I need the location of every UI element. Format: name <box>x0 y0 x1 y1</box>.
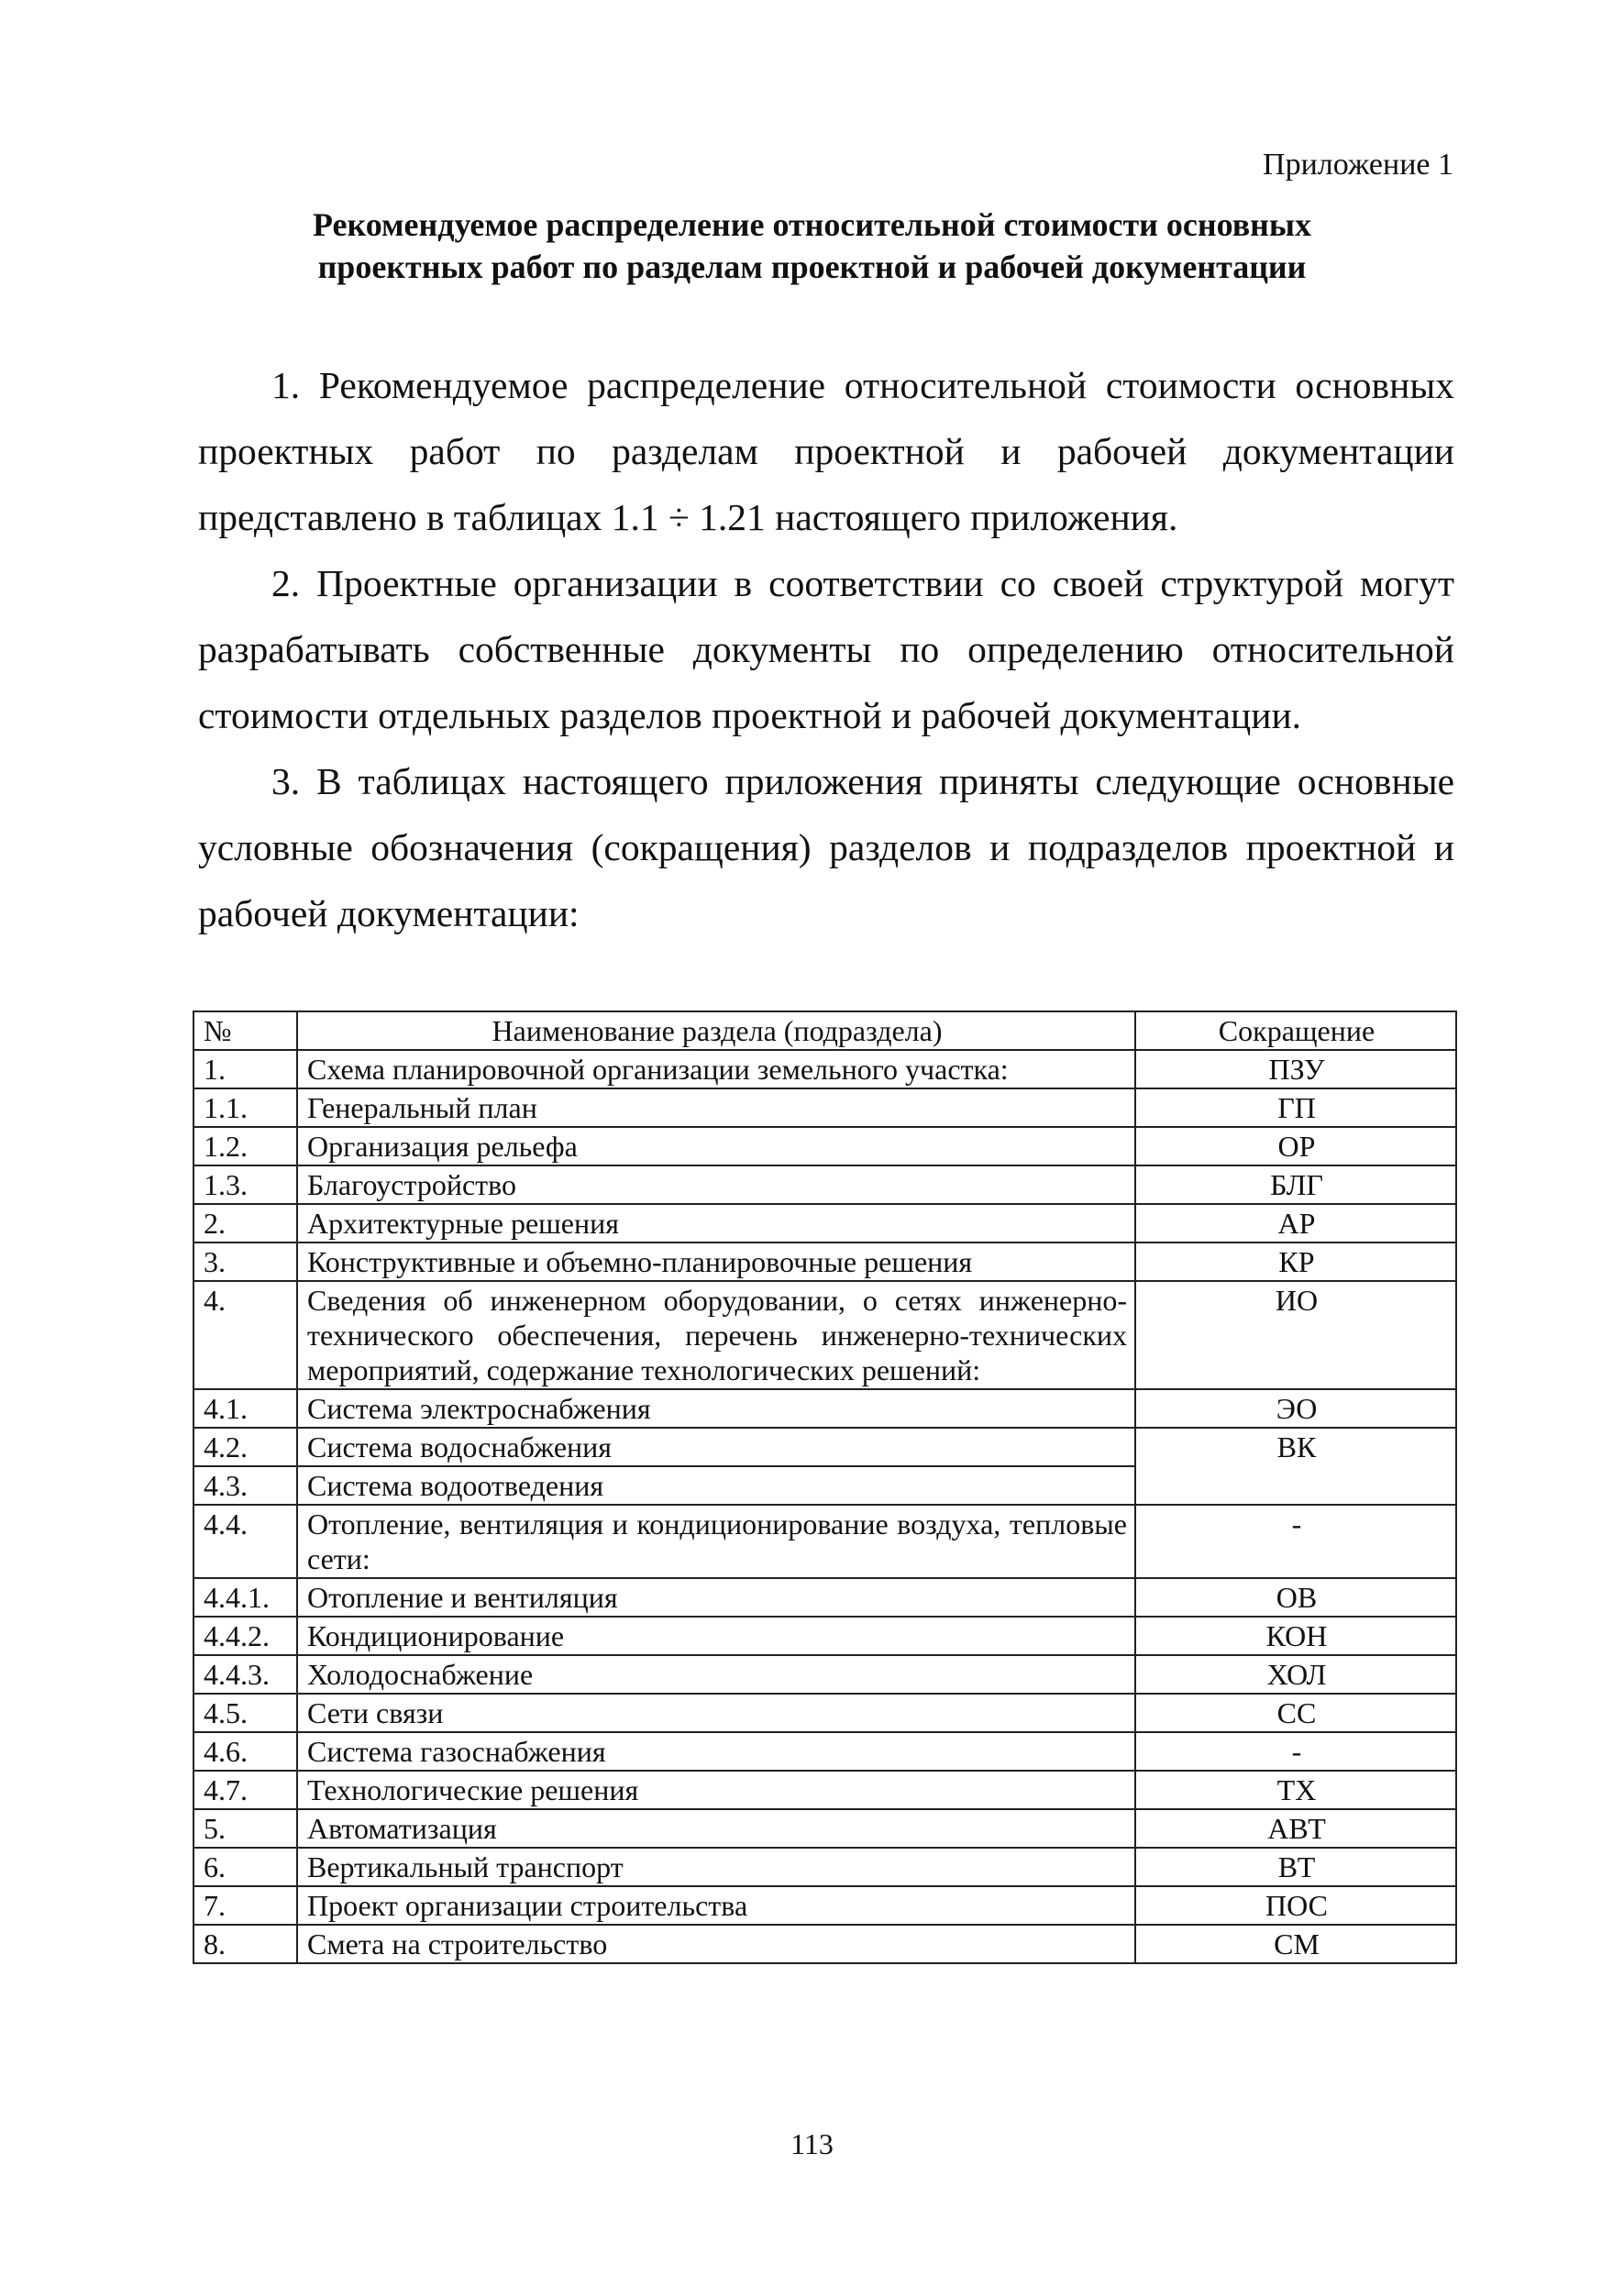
table-row <box>193 1204 1456 1242</box>
row-name: Архитектурные решения <box>297 1204 1135 1242</box>
row-num: 7. <box>193 1886 297 1925</box>
row-abbr: АВТ <box>1135 1809 1456 1848</box>
row-name: Технологические решения <box>297 1771 1135 1809</box>
table-row <box>193 1771 1456 1809</box>
row-num: 4.1. <box>193 1389 297 1428</box>
paragraph-1: 1. Рекомендуемое распределение относительной стоимости основных проектных работ по разделам проектной и рабочей документации представлено в таблицах 1.1 ÷ 1.21 настоящего приложения. <box>198 364 1454 538</box>
row-name: Система водоснабжения <box>297 1428 1135 1466</box>
row-abbr: ТХ <box>1135 1771 1456 1809</box>
table-row <box>193 1848 1456 1886</box>
paragraph-2: 2. Проектные организации в соответствии со своей структурой могут разрабатывать собственные документы по определению относительной стоимости отдельных разделов проектной и рабочей документации. <box>198 562 1454 736</box>
row-abbr: ОР <box>1135 1127 1456 1165</box>
row-name: Система электроснабжения <box>297 1389 1135 1428</box>
row-num: 2. <box>193 1204 297 1242</box>
table-row <box>193 1242 1456 1281</box>
row-name: Организация рельефа <box>297 1127 1135 1165</box>
row-name: Автоматизация <box>297 1809 1135 1848</box>
appendix-label: Приложение 1 <box>1263 148 1453 182</box>
row-name: Генеральный план <box>297 1088 1135 1127</box>
row-name: Отопление, вентиляция и кондиционирование воздуха, тепловые сети: <box>297 1505 1135 1578</box>
row-name: Сведения об инженерном оборудовании, о сетях инженерно-технического обеспечения, перечень инженерно-технических мероприятий, содержание технологических решений: <box>297 1281 1135 1389</box>
table-row <box>193 1088 1456 1127</box>
header-num: № <box>193 1011 297 1050</box>
row-num: 4.2. <box>193 1428 297 1466</box>
row-num: 4.4.3. <box>193 1655 297 1694</box>
paragraph-3: 3. В таблицах настоящего приложения приняты следующие основные условные обозначения (сокращения) разделов и подразделов проектной и рабочей документации: <box>198 760 1454 934</box>
row-num: 6. <box>193 1848 297 1886</box>
row-abbr: КР <box>1135 1242 1456 1281</box>
row-name: Схема планировочной организации земельного участка: <box>297 1050 1135 1088</box>
row-num: 4.5. <box>193 1694 297 1732</box>
table-row <box>193 1886 1456 1925</box>
document-title <box>183 204 1441 288</box>
row-name: Отопление и вентиляция <box>297 1578 1135 1617</box>
row-name: Конструктивные и объемно-планировочные решения <box>297 1242 1135 1281</box>
table-row <box>193 1809 1456 1848</box>
table-row <box>193 1617 1456 1655</box>
row-name: Проект организации строительства <box>297 1886 1135 1925</box>
table-header-row <box>193 1011 1456 1050</box>
page-number: 113 <box>790 2127 834 2160</box>
row-num: 4.3. <box>193 1466 297 1505</box>
row-abbr: ПЗУ <box>1135 1050 1456 1088</box>
header-abbr: Сокращение <box>1135 1011 1456 1050</box>
table-row <box>193 1655 1456 1694</box>
sections-table <box>193 1010 1457 1964</box>
table-row <box>193 1578 1456 1617</box>
header-name: Наименование раздела (подраздела) <box>297 1011 1135 1050</box>
row-name: Сети связи <box>297 1694 1135 1732</box>
row-abbr: ИО <box>1135 1281 1456 1389</box>
row-num: 1. <box>193 1050 297 1088</box>
row-abbr-merged: ВК <box>1135 1428 1456 1505</box>
row-name: Система газоснабжения <box>297 1732 1135 1771</box>
row-abbr: СМ <box>1135 1925 1456 1963</box>
body-text <box>198 352 1454 946</box>
table-row <box>193 1389 1456 1428</box>
row-abbr: СС <box>1135 1694 1456 1732</box>
table-row <box>193 1428 1456 1466</box>
row-num: 5. <box>193 1809 297 1848</box>
table-row <box>193 1165 1456 1204</box>
row-name: Система водоотведения <box>297 1466 1135 1505</box>
row-num: 4.4.1. <box>193 1578 297 1617</box>
row-num: 3. <box>193 1242 297 1281</box>
table-row <box>193 1732 1456 1771</box>
row-abbr: - <box>1135 1505 1456 1578</box>
table-row <box>193 1050 1456 1088</box>
table-row <box>193 1925 1456 1963</box>
table-row <box>193 1505 1456 1578</box>
row-abbr: ОВ <box>1135 1578 1456 1617</box>
row-num: 1.1. <box>193 1088 297 1127</box>
row-name: Холодоснабжение <box>297 1655 1135 1694</box>
row-abbr: ХОЛ <box>1135 1655 1456 1694</box>
row-abbr: БЛГ <box>1135 1165 1456 1204</box>
row-num: 1.3. <box>193 1165 297 1204</box>
table-row <box>193 1694 1456 1732</box>
row-num: 4.4. <box>193 1505 297 1578</box>
row-name: Вертикальный транспорт <box>297 1848 1135 1886</box>
row-abbr: ЭО <box>1135 1389 1456 1428</box>
row-num: 4.4.2. <box>193 1617 297 1655</box>
row-name: Кондиционирование <box>297 1617 1135 1655</box>
row-name: Смета на строительство <box>297 1925 1135 1963</box>
table-row <box>193 1127 1456 1165</box>
row-num: 1.2. <box>193 1127 297 1165</box>
title-line-2: проектных работ по разделам проектной и рабочей документации <box>317 248 1307 285</box>
row-num: 4.7. <box>193 1771 297 1809</box>
row-abbr: ВТ <box>1135 1848 1456 1886</box>
row-num: 4. <box>193 1281 297 1389</box>
row-abbr: КОН <box>1135 1617 1456 1655</box>
row-abbr: ПОС <box>1135 1886 1456 1925</box>
row-name: Благоустройство <box>297 1165 1135 1204</box>
table-row <box>193 1281 1456 1389</box>
row-num: 8. <box>193 1925 297 1963</box>
row-abbr: АР <box>1135 1204 1456 1242</box>
row-abbr: ГП <box>1135 1088 1456 1127</box>
row-num: 4.6. <box>193 1732 297 1771</box>
title-line-1: Рекомендуемое распределение относительной стоимости основных <box>312 206 1312 243</box>
row-abbr: - <box>1135 1732 1456 1771</box>
